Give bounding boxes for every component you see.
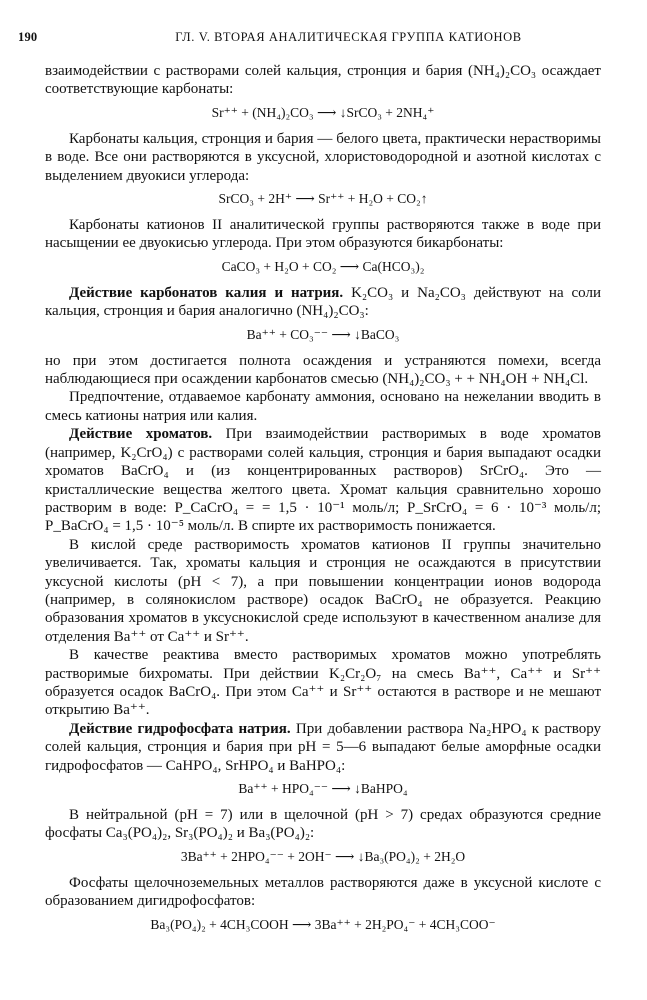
section-heading: Действие карбонатов калия и натрия. [69,284,344,301]
equation: SrCO₃ + 2H⁺ ⟶ Sr⁺⁺ + H₂O + CO₂↑ [218,191,428,207]
paragraph: Фосфаты щелочноземельных металлов растворяются даже в уксусной кислоте с образованием дигидрофосфатов: [45,874,601,910]
equation: Sr⁺⁺ + (NH₄)₂CO₃ ⟶ ↓SrCO₃ + 2NH₄⁺ [211,104,435,120]
section-heading: Действие гидрофосфата натрия. [69,720,291,737]
paragraph: взаимодействии с растворами солей кальция, стронция и бария (NH₄)₂CO₃ осаждает соответствующие карбонаты: [45,63,601,98]
equation: CaCO₃ + H₂O + CO₂ ⟶ Ca(HCO₃)₂ [221,258,425,274]
paragraph: Карбонаты катионов II аналитической группы растворяются также в воде при насыщении ее двуокисью углерода. При этом образуются бикарбонаты: [45,217,601,252]
section-text: При добавлении раствора Na₂HPO₄ к раствору солей кальция, стронция и бария при pH = 5—6 выпадают белые аморфные осадки гидрофосфатов — CaHPO₄, SrHPO₄ и BaHPO₄: [45,720,602,774]
equation: Ba⁺⁺ + HPO₄⁻⁻ ⟶ ↓BaHPO₄ [238,781,408,796]
equation: Ba₃(PO₄)₂ + 4CH₃COOH ⟶ 3Ba⁺⁺ + 2H₂PO₄⁻ + 4CH₃COO⁻ [150,916,496,932]
page-header [18,30,629,48]
paragraph: В качестве реактива вместо растворимых хроматов можно употреблять растворимые бихроматы. При действии K₂Cr₂O₇ на смесь Ba⁺⁺, Ca⁺⁺ и Sr⁺⁺ образуется осадок BaCrO₄. При этом Ca⁺⁺ и Sr⁺⁺ остаются в растворе и не мешают открытию Ba⁺⁺. [45,647,601,719]
equation: 3Ba⁺⁺ + 2HPO₄⁻⁻ + 2OH⁻ ⟶ ↓Ba₃(PO₄)₂ + 2H₂O [180,848,466,864]
paragraph: но при этом достигается полнота осаждения и устраняются помехи, всегда наблюдающиеся при осаждении карбонатов смесью (NH₄)₂CO₃ + + NH₄OH + NH₄Cl. [45,352,601,388]
section-text: При взаимодействии растворимых в воде хроматов (например, K₂CrO₄) с растворами солей кальция, стронция и бария выпадают осадки хроматов BaCrO₄ и (из концентрированных растворов) SrCrO₄. Это — кристаллические вещества желтого цвета. Хромат кальция сравнительно хорошо растворим в воде: P_CaCrO₄ = = 1,5 · 10⁻¹ моль/л; P_SrCrO₄ = 6 · 10⁻³ моль/л; P_BaCrO₄ = 1,5 · 10⁻⁵ моль/л. В спирте их растворимость понижается. [45,426,601,535]
page-number: 190 [18,30,38,44]
page-body [45,62,601,942]
chapter-title: ГЛ. V. ВТОРАЯ АНАЛИТИЧЕСКАЯ ГРУППА КАТИОНОВ [175,30,522,44]
section-paragraph [45,284,601,321]
paragraph: Карбонаты кальция, стронция и бария — белого цвета, практически нерастворимы в воде. Все они растворяются в уксусной, хлористоводородной и азотной кислотах с выделением двуокиси углерода: [45,130,601,184]
equation: Ba⁺⁺ + CO₃⁻⁻ ⟶ ↓BaCO₃ [246,326,400,342]
section-paragraph [45,425,601,535]
section-text: K₂CO₃ и Na₂CO₃ действуют на соли кальция, стронция и бария аналогично (NH₄)₂CO₃: [45,284,601,320]
paragraph: В кислой среде растворимость хроматов катионов II группы значительно увеличивается. Так, хроматы кальция и стронция не осаждаются в присутствии уксусной кислоты (pH < 7), а при повышении концентрации ионов водорода (например, в солянокислом растворе) осадок BaCrO₄ не образуется. Реакцию образования хроматов в уксуснокислой среде используют в качественном анализе для отделения Ba⁺⁺ от Ca⁺⁺ и Sr⁺⁺. [45,536,601,645]
paragraph: В нейтральной (pH = 7) или в щелочной (pH > 7) средах образуются средние фосфаты Ca₃(PO₄)₂, Sr₃(PO₄)₂ и Ba₃(PO₄)₂: [45,807,601,842]
section-paragraph [45,720,601,775]
section-heading: Действие хроматов. [69,426,213,443]
paragraph: Предпочтение, отдаваемое карбонату аммония, основано на нежелании вводить в смесь катионы натрия или калия. [45,389,601,424]
